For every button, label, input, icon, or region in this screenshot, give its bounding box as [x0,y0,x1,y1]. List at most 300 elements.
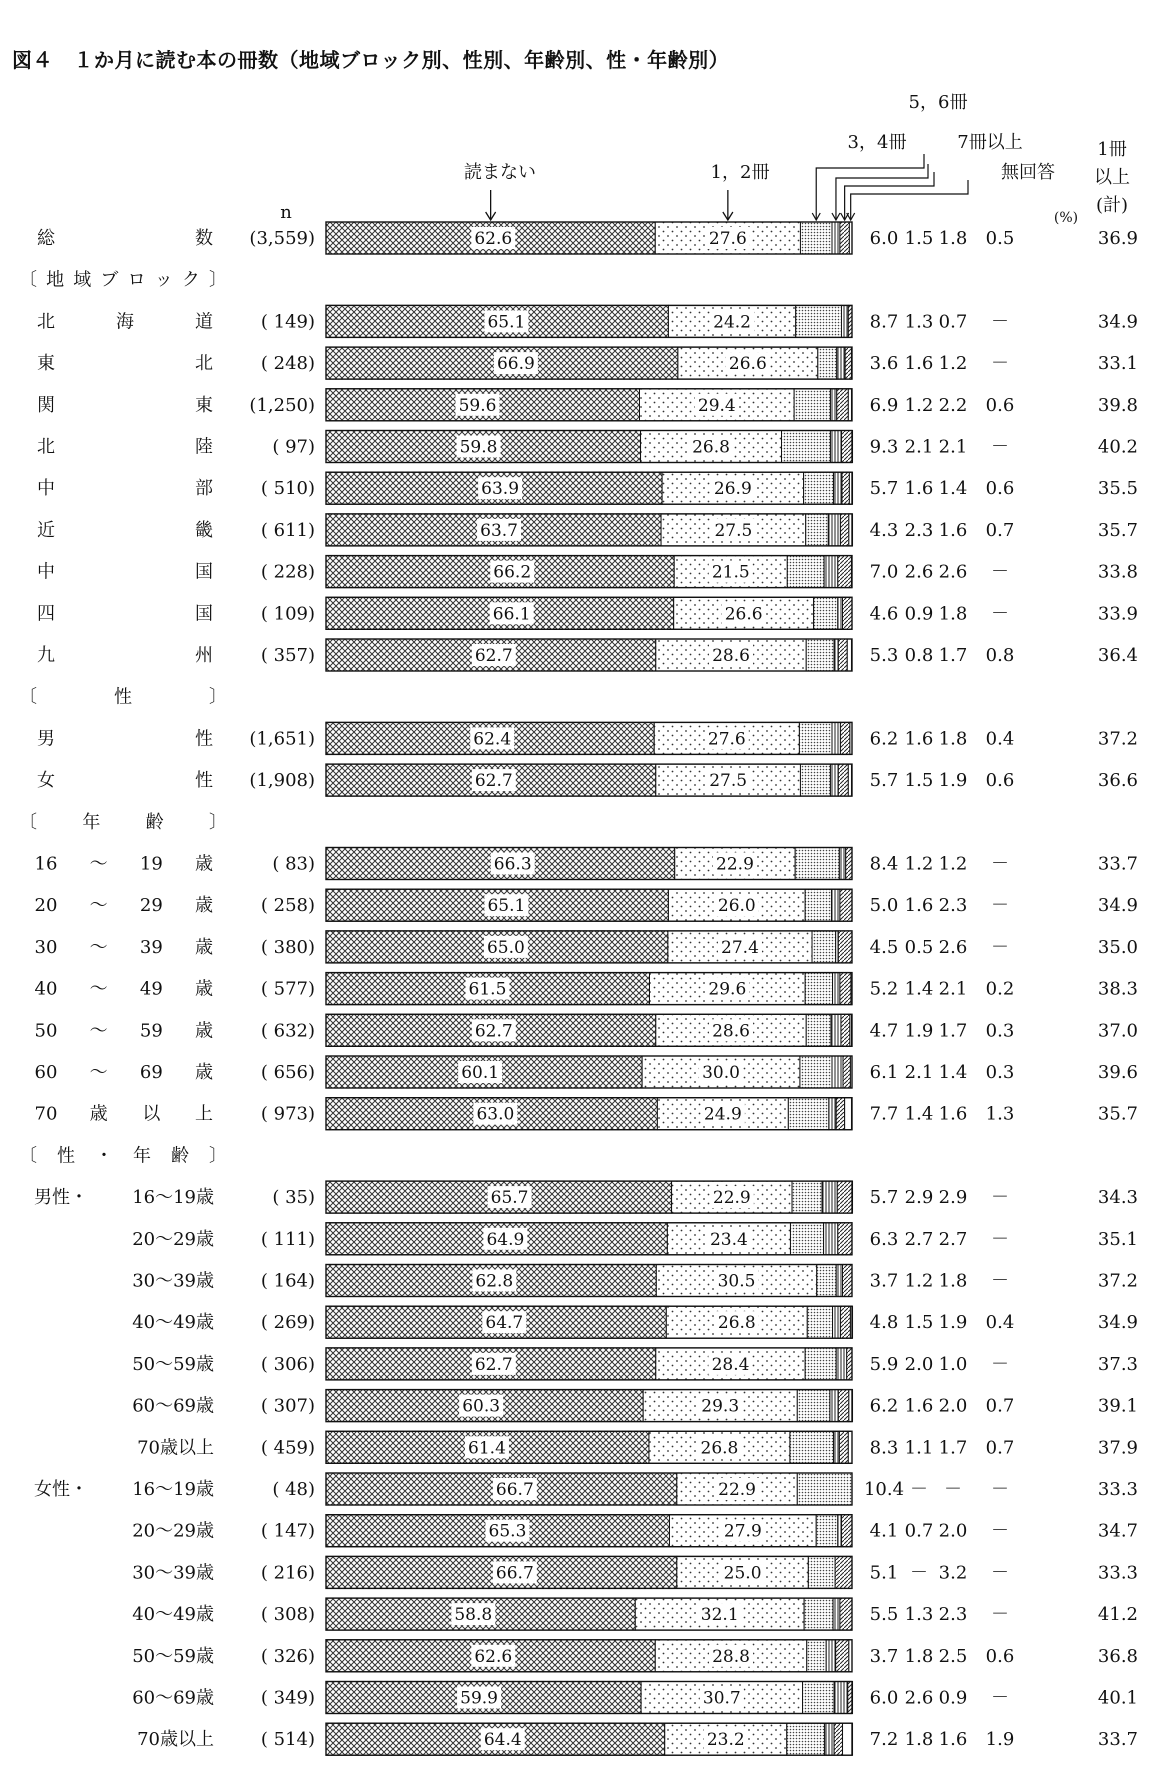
row-n: ( 459) [260,1437,315,1459]
data-label: 24.9 [703,1104,742,1125]
bar-segment-3 [806,639,834,671]
row-n: (3,559) [249,228,315,249]
bar-segment-4 [834,472,842,504]
row-label: 関 [37,394,55,416]
data-label: 63.9 [481,479,520,500]
value-label: － [991,1687,1009,1709]
value-label: 7.7 [869,1103,899,1125]
data-label: 30.7 [702,1688,741,1709]
value-label: 1.6 [904,728,934,750]
data-label: 28.4 [711,1354,750,1375]
bar-segment-3 [787,556,824,588]
bar-segment-5 [838,1223,852,1255]
section-header: 性 [114,686,132,708]
bar-segment-4 [833,1598,840,1630]
value-label: 5.9 [869,1353,899,1375]
data-label: 29.3 [701,1396,740,1417]
value-label: 9.3 [869,436,899,458]
value-label: 1.8 [938,228,968,249]
value-label: 6.0 [869,228,899,249]
value-label: 2.7 [938,1228,968,1250]
value-label: － [910,1479,928,1500]
row-label: 数 [195,228,213,249]
row-n: ( 258) [260,895,315,917]
row-label: ～ [89,853,108,875]
data-label: 26.9 [713,479,752,500]
row-n: (1,250) [249,394,315,416]
bar-segment-3 [788,1098,829,1130]
value-label: 1.6 [904,1395,934,1417]
value-label: － [944,1479,962,1500]
total-value: 33.7 [1097,853,1138,875]
bar-segment-4 [828,514,840,546]
bar-segment-6 [843,1723,853,1755]
row-label: 畿 [195,519,213,541]
data-label: 22.9 [712,1188,751,1209]
value-label: 2.0 [938,1520,968,1542]
bar-segment-4 [824,556,838,588]
value-label: 7.2 [869,1729,899,1751]
total-value: 39.1 [1097,1395,1138,1417]
bar-segment-3 [800,1056,832,1088]
value-label: 0.7 [985,519,1015,541]
value-label: 6.9 [869,394,899,416]
legend-label-5: 7冊以上 [957,132,1023,153]
value-label: 1.8 [938,728,968,750]
row-n: ( 83) [272,853,315,875]
total-value: 36.6 [1097,770,1138,792]
row-label: 60～69歳 [132,1687,214,1709]
data-label: 27.6 [707,729,746,750]
bar-segment-4 [826,1640,835,1672]
value-label: 1.1 [904,1437,934,1459]
row-n: ( 109) [260,603,315,625]
row-n: ( 577) [260,978,315,1000]
total-value: 39.6 [1097,1062,1138,1083]
bar-segment-3 [807,1306,832,1338]
legend-label-4: 5，6冊 [908,92,968,113]
bar-segment-5 [843,1056,850,1088]
value-label: 2.1 [904,1062,934,1083]
bar-segment-4 [831,1014,841,1046]
bar-segment-4 [832,1056,843,1088]
data-label: 66.2 [493,562,532,583]
row-label: 北 [37,436,55,458]
row-label: 16～19歳 [132,1187,214,1209]
row-n: ( 216) [260,1562,315,1584]
data-label: 65.3 [488,1521,527,1542]
row-n: ( 326) [260,1645,315,1667]
value-label: 6.3 [869,1228,899,1250]
row-label: ～ [89,978,108,1000]
data-label: 58.8 [454,1605,493,1626]
row-label: 男 [37,728,55,750]
data-label: 61.4 [468,1438,506,1459]
bar-segment-3 [792,1181,822,1213]
total-value: 37.3 [1097,1353,1138,1375]
value-label: 1.4 [938,478,968,500]
row-label: 歳 [89,1103,108,1125]
row-n: ( 349) [260,1687,315,1709]
value-label: 7.0 [869,561,899,583]
total-value: 40.2 [1097,436,1138,458]
value-label: － [991,311,1009,333]
row-label: 30～39歳 [132,1270,214,1292]
row-label: 歳 [195,936,213,958]
data-label: 62.7 [474,1354,513,1375]
value-label: 1.9 [985,1729,1015,1751]
row-label: 部 [195,478,213,500]
bar-segment-3 [805,973,832,1005]
row-label: ～ [89,1020,108,1042]
row-label: 歳 [195,978,213,1000]
bar-segment-3 [805,889,831,921]
data-label: 66.9 [496,354,535,375]
row-label: 29 [139,895,163,917]
row-n: (1,908) [249,770,315,792]
data-label: 62.7 [474,646,513,666]
total-value: 35.7 [1097,1103,1138,1125]
total-value: 34.7 [1097,1520,1138,1542]
bar-segment-4 [830,389,836,421]
legend-label-3: 3，4冊 [847,132,907,153]
row-label: 海 [116,311,134,333]
total-column-header: 1冊 [1097,139,1127,160]
value-label: 0.9 [938,1687,968,1709]
bar-segment-4 [830,1390,838,1422]
bar-segment-3 [807,1640,826,1672]
data-label: 21.5 [711,562,750,583]
row-n: ( 97) [272,436,315,458]
value-label: 5.5 [869,1604,899,1626]
data-label: 30.0 [702,1063,740,1083]
row-label: 中 [37,561,55,583]
bar-segment-4 [831,889,839,921]
data-label: 59.8 [459,437,498,458]
row-label: 州 [195,645,213,666]
value-label: 1.0 [938,1353,968,1375]
row-label: 東 [195,394,213,416]
value-label: － [991,1187,1009,1209]
value-label: 5.7 [869,1187,899,1209]
value-label: 0.3 [985,1020,1015,1042]
section-header: 域 [73,269,92,291]
section-header: ・ [95,1145,113,1167]
data-label: 65.0 [486,937,525,958]
total-value: 35.0 [1097,936,1138,958]
value-label: 2.6 [904,561,934,583]
row-label: 東 [37,353,55,375]
value-label: － [991,436,1009,458]
data-label: 62.7 [474,771,513,792]
value-label: 1.8 [904,1729,934,1751]
value-label: 6.2 [869,1395,899,1417]
total-value: 36.9 [1097,228,1138,249]
row-label: 性 [195,770,213,792]
value-label: 2.1 [904,436,934,458]
row-label: 40～49歳 [132,1604,214,1626]
total-value: 37.2 [1097,728,1138,750]
data-label: 28.6 [712,1021,750,1042]
row-n: ( 656) [260,1062,315,1083]
bar-segment-4 [834,1431,840,1463]
data-label: 26.6 [724,604,763,625]
value-label: 2.6 [938,561,968,583]
section-header: 齢 [171,1145,189,1167]
row-label: 60～69歳 [132,1395,214,1417]
row-n: ( 48) [272,1479,315,1500]
data-label: 27.9 [723,1521,762,1542]
data-label: 66.1 [492,604,531,625]
bar-segment-3 [817,1265,836,1297]
figure-title: 図４ １か月に読む本の冊数（地域ブロック別、性別、年齢別、性・年齢別） [12,48,730,72]
row-label: 49 [139,978,163,1000]
total-value: 35.7 [1097,519,1138,541]
section-header: 年 [82,811,101,833]
bar-segment-3 [796,305,842,337]
value-label: 0.7 [938,311,968,333]
value-label: 1.3 [985,1103,1015,1125]
value-label: 1.9 [904,1020,934,1042]
legend-callout-line [816,154,924,220]
value-label: 1.8 [938,1270,968,1292]
value-label: 1.7 [938,1437,968,1459]
value-label: 1.2 [904,394,934,416]
row-n: ( 357) [260,645,315,666]
bar-segment-4 [834,1682,848,1714]
bar-segment-5 [840,889,852,921]
row-n: ( 307) [260,1395,315,1417]
bar-segment-3 [816,1515,838,1547]
bar-segment-4 [830,431,841,463]
data-label: 28.6 [712,646,750,666]
bar-segment-4 [832,722,840,754]
bar-segment-4 [822,1181,837,1213]
data-label: 30.5 [717,1271,756,1292]
data-label: 64.4 [483,1730,522,1751]
section-header: ク [181,269,200,291]
data-label: 22.9 [718,1480,756,1500]
value-label: － [991,895,1009,917]
data-label: 24.2 [713,312,752,333]
value-label: 1.9 [938,770,968,792]
value-label: － [991,1228,1009,1250]
legend-callout-line [836,164,928,220]
bar-segment-4 [838,1515,842,1547]
row-label: 道 [195,311,213,333]
bar-segment-4 [833,1306,841,1338]
data-label: 28.8 [712,1646,750,1667]
value-label: 0.6 [985,394,1015,416]
bar-segment-3 [797,1473,852,1505]
bar-segment-5 [840,514,848,546]
bar-segment-5 [840,973,851,1005]
row-label: ～ [89,1062,108,1083]
data-label: 22.9 [716,854,754,875]
section-header: 地 [46,269,65,291]
bar-segment-3 [818,347,837,379]
row-n: ( 611) [260,519,315,541]
value-label: 2.9 [938,1187,968,1209]
unit-label: (%) [1053,210,1079,226]
value-label: 4.6 [869,603,899,625]
section-header: 齢 [145,811,164,833]
value-label: 1.4 [938,1062,968,1083]
value-label: 2.0 [938,1395,968,1417]
row-n: ( 149) [260,311,315,333]
value-label: － [991,936,1009,958]
value-label: 8.3 [869,1437,899,1459]
bar-segment-5 [838,639,847,671]
bar-segment-5 [838,931,852,963]
total-value: 33.1 [1097,353,1138,375]
section-header: 〔 [19,811,37,833]
total-value: 37.0 [1097,1020,1138,1042]
bar-segment-5 [843,597,852,629]
data-label: 23.4 [709,1229,748,1250]
bar-segment-5 [834,1723,842,1755]
bar-segment-4 [824,1223,838,1255]
value-label: 1.4 [904,978,934,1000]
data-label: 27.5 [709,771,748,792]
data-label: 62.8 [475,1271,514,1292]
bar-segment-5 [843,1265,852,1297]
data-label: 59.6 [458,395,497,416]
value-label: － [991,1270,1009,1292]
value-label: 1.6 [938,1103,968,1125]
value-label: 10.4 [863,1479,905,1500]
bar-segment-3 [790,1223,823,1255]
bar-segment-4 [839,848,845,880]
row-label: 20～29歳 [132,1228,214,1250]
bar-segment-3 [805,1348,836,1380]
row-n: ( 510) [260,478,315,500]
section-header: 性 [57,1145,75,1167]
bar-segment-3 [812,931,836,963]
data-label: 66.7 [495,1563,534,1584]
value-label: 4.3 [869,519,899,541]
total-column-header: 以上 [1094,167,1130,188]
total-value: 36.8 [1097,1645,1138,1667]
value-label: 2.6 [938,936,968,958]
data-label: 65.1 [487,896,526,917]
total-value: 40.1 [1097,1687,1138,1709]
bar-segment-3 [790,1431,834,1463]
value-label: － [991,1479,1009,1500]
row-label: 上 [195,1103,213,1125]
value-label: 0.3 [985,1062,1015,1083]
value-label: 2.3 [904,519,934,541]
bar-segment-4 [836,1348,847,1380]
row-n: ( 111) [260,1228,315,1250]
value-label: 0.4 [985,728,1015,750]
value-label: 3.2 [938,1562,968,1584]
value-label: 0.6 [985,478,1015,500]
value-label: 4.7 [869,1020,899,1042]
value-label: 0.5 [904,936,934,958]
value-label: 6.1 [869,1062,899,1083]
bar-segment-4 [838,597,843,629]
data-label: 27.4 [721,937,759,958]
row-n: ( 248) [260,353,315,375]
bar-segment-4 [836,1265,842,1297]
bar-segment-5 [840,722,849,754]
value-label: － [991,1604,1009,1626]
data-label: 23.2 [706,1730,745,1751]
bar-segment-3 [800,222,832,254]
data-label: 66.3 [493,854,532,875]
row-n: ( 306) [260,1353,315,1375]
bar-segment-5 [841,431,852,463]
total-value: 33.7 [1097,1729,1138,1751]
row-label: 女 [37,770,55,792]
value-label: 1.5 [904,770,934,792]
value-label: 0.2 [985,978,1015,1000]
value-label: 1.6 [904,353,934,375]
value-label: 8.4 [869,853,899,875]
bar-segment-4 [837,347,845,379]
value-label: － [991,1353,1009,1375]
row-label: 陸 [195,436,213,458]
data-label: 29.6 [708,979,747,1000]
data-label: 32.1 [700,1605,739,1626]
bar-segment-5 [840,1598,852,1630]
bar-segment-3 [804,1598,833,1630]
value-label: 5.7 [869,770,899,792]
row-label: 59 [139,1020,163,1042]
value-label: 0.6 [985,1645,1015,1667]
row-n: (1,651) [249,728,315,750]
value-label: 2.1 [938,436,968,458]
section-header: 〕 [209,811,227,833]
bar-segment-5 [838,764,848,796]
total-value: 34.3 [1097,1187,1138,1209]
bar-segment-4 [830,764,838,796]
value-label: 1.5 [904,1312,934,1334]
bar-segment-3 [797,1390,830,1422]
data-label: 62.6 [474,229,513,249]
bar-segment-4 [841,305,848,337]
bar-segment-5 [840,1306,850,1338]
value-label: 1.8 [904,1645,934,1667]
row-label: 歳 [195,895,213,917]
row-label: 歳 [195,853,213,875]
bar-segment-3 [799,722,832,754]
row-label: 中 [37,478,55,500]
total-value: 36.4 [1097,645,1138,666]
row-label: 北 [37,311,55,333]
value-label: 5.7 [869,478,899,500]
value-label: 0.7 [985,1395,1015,1417]
row-label: 50 [34,1020,58,1042]
value-label: － [991,561,1009,583]
value-label: 5.3 [869,645,899,666]
row-label: 以 [142,1103,161,1125]
bar-segment-3 [782,431,831,463]
total-value: 33.9 [1097,603,1138,625]
row-label-group: 女性・ [34,1479,88,1500]
row-label: 総 [37,228,55,249]
data-label: 61.5 [468,979,507,1000]
bar-segment-3 [806,1014,831,1046]
value-label: － [991,853,1009,875]
row-n: ( 228) [260,561,315,583]
bar-segment-5 [842,472,849,504]
bar-segment-5 [838,556,852,588]
section-header: 〕 [209,269,227,291]
total-value: 33.3 [1097,1479,1138,1500]
row-label: 69 [139,1062,163,1083]
